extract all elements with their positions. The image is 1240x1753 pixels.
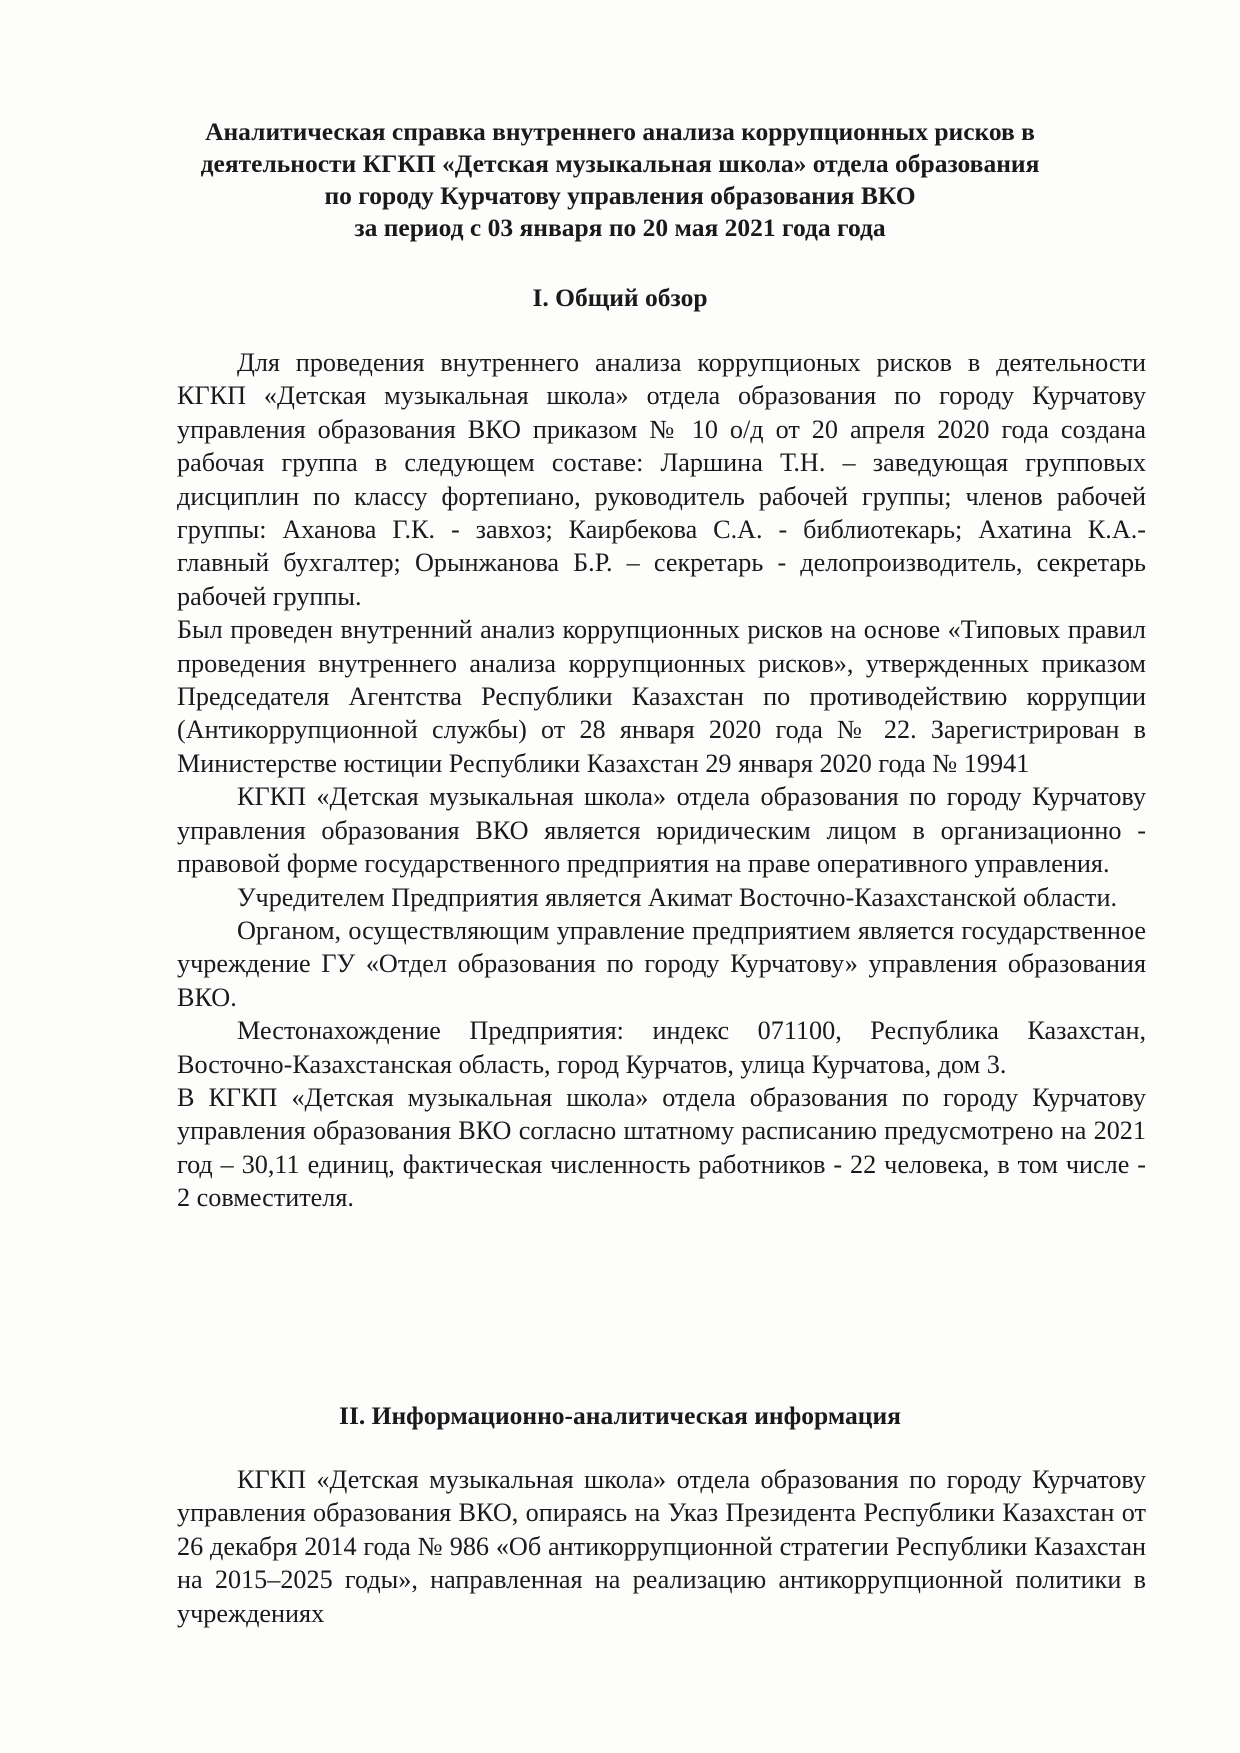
paragraph: Местонахождение Предприятия: индекс 071100, Республика Казахстан, Восточно-Казахстанская область, город Курчатов, улица Курчатова, дом 3. <box>177 1016 1146 1079</box>
document-title <box>150 116 1090 244</box>
paragraph: Учредителем Предприятия является Акимат Восточно-Казахстанской области. <box>237 882 1118 912</box>
section-2-heading: II. Информационно-аналитическая информация <box>339 1401 901 1430</box>
title-line-4: за период с 03 января по 20 мая 2021 года года <box>354 213 886 242</box>
section-1-heading: I. Общий обзор <box>532 283 708 312</box>
title-line-2: деятельности КГКП «Детская музыкальная школа» отдела образования <box>200 149 1040 178</box>
paragraph: КГКП «Детская музыкальная школа» отдела образования по городу Курчатову управления образования ВКО является юридическим лицом в организационно - правовой форме государственного предприятия на праве оперативного управления. <box>177 782 1146 879</box>
section-1-body <box>177 346 1146 1215</box>
paragraph: В КГКП «Детская музыкальная школа» отдела образования по городу Курчатову управления образования ВКО согласно штатному расписанию предусмотрено на 2021 год – 30,11 единиц, фактическая численность работников - 22 человека, в том числе - 2 совместителя. <box>177 1082 1146 1213</box>
section-2-body <box>177 1463 1146 1630</box>
paragraph: Был проведен внутренний анализ коррупционных рисков на основе «Типовых правил проведения внутреннего анализа коррупционных рисков», утвержденных приказом Председателя Агентства Республики Казахстан по противодействию коррупции (Антикоррупционной службы) от 28 января 2020 года № 22. Зарегистрирован в Министерстве юстиции Республики Казахстан 29 января 2020 года № 19941 <box>177 615 1146 778</box>
title-line-3: по городу Курчатову управления образования ВКО <box>324 181 916 210</box>
title-line-1: Аналитическая справка внутреннего анализа коррупционных рисков в <box>205 117 1035 146</box>
paragraph: КГКП «Детская музыкальная школа» отдела образования по городу Курчатову управления образования ВКО, опираясь на Указ Президента Республики Казахстан от 26 декабря 2014 года № 986 «Об антикоррупционной стратегии Республики Казахстан на 2015–2025 годы», направленная на реализацию антикоррупционной политики в учреждениях <box>177 1465 1146 1628</box>
paragraph: Органом, осуществляющим управление предприятием является государственное учреждение ГУ «Отдел образования по городу Курчатову» управления образования ВКО. <box>177 915 1146 1012</box>
paragraph: Для проведения внутреннего анализа коррупционых рисков в деятельности КГКП «Детская музыкальная школа» отдела образования по городу Курчатову управления образования ВКО приказом № 10 о/д от 20 апреля 2020 года создана рабочая группа в следующем составе: Ларшина Т.Н. – заведующая групповых дисциплин по классу фортепиано, руководитель рабочей группы; членов рабочей группы: Аханова Г.К. - завхоз; Каирбекова С.А. - библиотекарь; Ахатина К.А.- главный бухгалтер; Орынжанова Б.Р. – секретарь - делопроизводитель, секретарь рабочей группы. <box>177 348 1146 611</box>
